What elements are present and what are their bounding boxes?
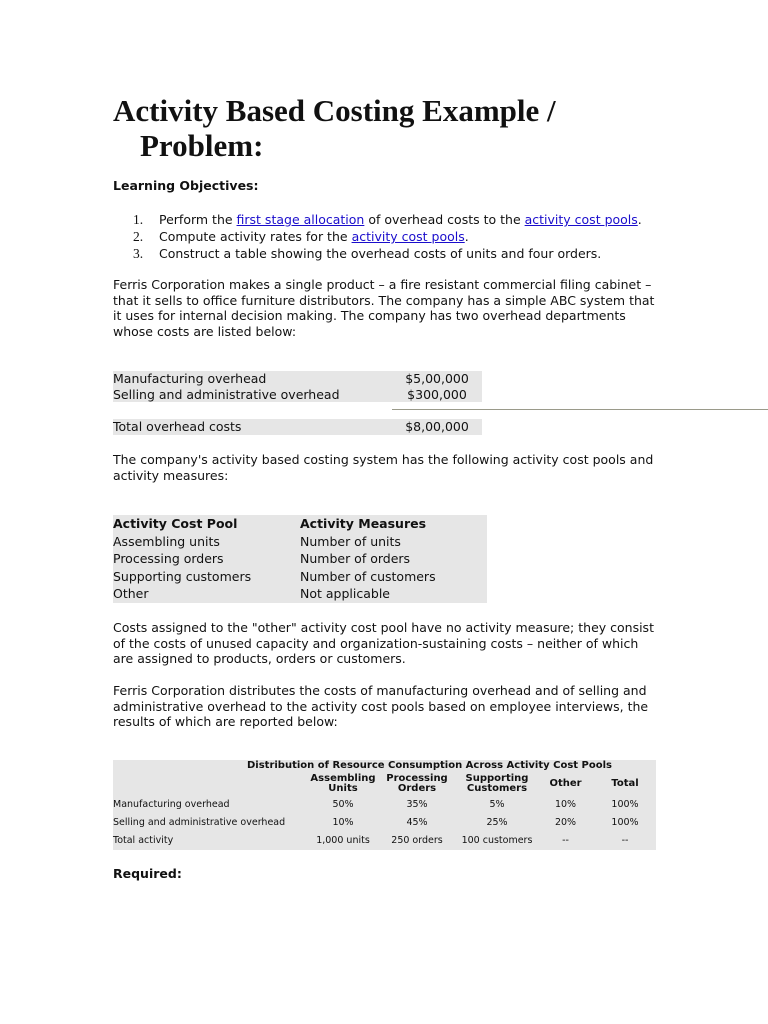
table-cell: Supporting customers <box>113 568 300 586</box>
table-cell: 100% <box>611 799 639 810</box>
table-header-row <box>113 515 487 533</box>
other-paragraph: Costs assigned to the "other" activity cost pool have no activity measure; they consist of the costs of unused capacity and organization-sustaining costs – neither of which are assigned to products, orders or customers. <box>113 620 654 666</box>
table-row <box>113 371 482 387</box>
column-header: Total <box>611 777 639 789</box>
intro-paragraph: Ferris Corporation makes a single product – a fire resistant commercial filing cabinet – that it sells to office furniture distributors. The company has a simple ABC system that it uses for internal decision making. The company has two overhead departments whose costs are listed below: <box>113 277 655 339</box>
objective-item <box>113 228 733 245</box>
objectives-list <box>113 211 733 262</box>
objective-text: Perform the <box>159 212 237 227</box>
horizontal-rule <box>392 409 768 410</box>
table-row <box>113 533 487 551</box>
table-cell: 100 customers <box>461 835 533 846</box>
link-activity-cost-pools[interactable]: activity cost pools <box>524 212 638 227</box>
link-first-stage-allocation[interactable]: first stage allocation <box>236 212 365 227</box>
header-line: Processing <box>386 772 448 784</box>
objective-number: 2. <box>133 229 144 244</box>
table-row <box>113 585 487 603</box>
link-activity-cost-pools-2[interactable]: activity cost pools <box>351 229 465 244</box>
table-cell: 250 orders <box>391 835 443 846</box>
table-cell: 10% <box>332 817 354 828</box>
table-header-row <box>113 772 656 796</box>
table-cell: Number of units <box>300 533 487 551</box>
objective-item <box>113 245 733 262</box>
row-label: Total activity <box>113 835 174 846</box>
table-cell: 45% <box>406 817 428 828</box>
objective-number: 1. <box>133 212 144 227</box>
distribution-table <box>113 760 656 850</box>
table-cell: 20% <box>554 817 577 828</box>
table-cell: Not applicable <box>300 585 487 603</box>
table-row <box>113 832 656 850</box>
distribution-paragraph: Ferris Corporation distributes the costs of manufacturing overhead and of selling and administrative overhead to the activity cost pools based on employee interviews, the results of which are reported below: <box>113 683 649 729</box>
table-cell: Processing orders <box>113 550 300 568</box>
cost-label: Manufacturing overhead <box>113 371 392 387</box>
table-caption-row <box>113 760 656 772</box>
objective-text: Compute activity rates for the <box>159 229 352 244</box>
table-row <box>113 796 656 814</box>
table-cell: 50% <box>332 799 354 810</box>
objective-text: . <box>637 212 642 227</box>
cost-label: Selling and administrative overhead <box>113 387 392 403</box>
objective-text: of overhead costs to the <box>364 212 525 227</box>
column-header <box>457 772 537 796</box>
table-row-total <box>113 419 482 435</box>
table-cell: 25% <box>486 817 508 828</box>
column-header <box>309 772 377 796</box>
table-cell: Assembling units <box>113 533 300 551</box>
table-row <box>113 814 656 832</box>
table-cell: 10% <box>554 799 577 810</box>
activity-cost-pool-table <box>113 515 487 603</box>
total-label: Total overhead costs <box>113 419 392 435</box>
row-label: Selling and administrative overhead <box>113 817 286 828</box>
objective-item <box>113 211 733 228</box>
header-line: Supporting <box>465 772 529 784</box>
header-line: Customers <box>466 783 528 794</box>
cost-amount: $300,000 <box>392 387 482 403</box>
column-header <box>377 772 457 796</box>
required-heading: Required: <box>113 866 182 881</box>
title-line-1: Activity Based Costing Example / <box>113 93 556 128</box>
table-cell: -- <box>562 835 569 846</box>
title-line-2: Problem: <box>140 128 264 163</box>
abc-paragraph: The company's activity based costing system has the following activity cost pools and activity measures: <box>113 452 654 483</box>
column-header-blank <box>113 772 309 796</box>
column-header: Activity Cost Pool <box>113 515 300 533</box>
total-amount: $8,00,000 <box>392 419 482 435</box>
table-cell: Number of orders <box>300 550 487 568</box>
header-line: Units <box>328 783 358 794</box>
table-cell: -- <box>621 835 629 846</box>
header-line: Orders <box>397 783 437 794</box>
objective-number: 3. <box>133 246 144 261</box>
page-title <box>113 93 673 163</box>
objective-text: Construct a table showing the overhead costs of units and four orders. <box>159 246 602 261</box>
table-cell: Number of customers <box>300 568 487 586</box>
table-cell: 100% <box>611 817 639 828</box>
table-cell: 5% <box>489 799 505 810</box>
table-row <box>113 387 482 403</box>
cost-amount: $5,00,000 <box>392 371 482 387</box>
column-header: Other <box>549 777 582 789</box>
spacer-row <box>113 402 482 419</box>
table-cell: Other <box>113 585 300 603</box>
header-line: Assembling <box>310 772 376 784</box>
table-row <box>113 568 487 586</box>
objective-text: . <box>464 229 469 244</box>
overhead-costs-table <box>113 371 482 435</box>
learning-objectives-heading: Learning Objectives: <box>113 178 259 193</box>
column-header: Activity Measures <box>300 515 487 533</box>
table-caption: Distribution of Resource Consumption Across Activity Cost Pools <box>246 760 612 771</box>
table-row <box>113 550 487 568</box>
row-label: Manufacturing overhead <box>113 799 230 810</box>
table-cell: 35% <box>406 799 428 810</box>
table-cell: 1,000 units <box>316 835 370 846</box>
